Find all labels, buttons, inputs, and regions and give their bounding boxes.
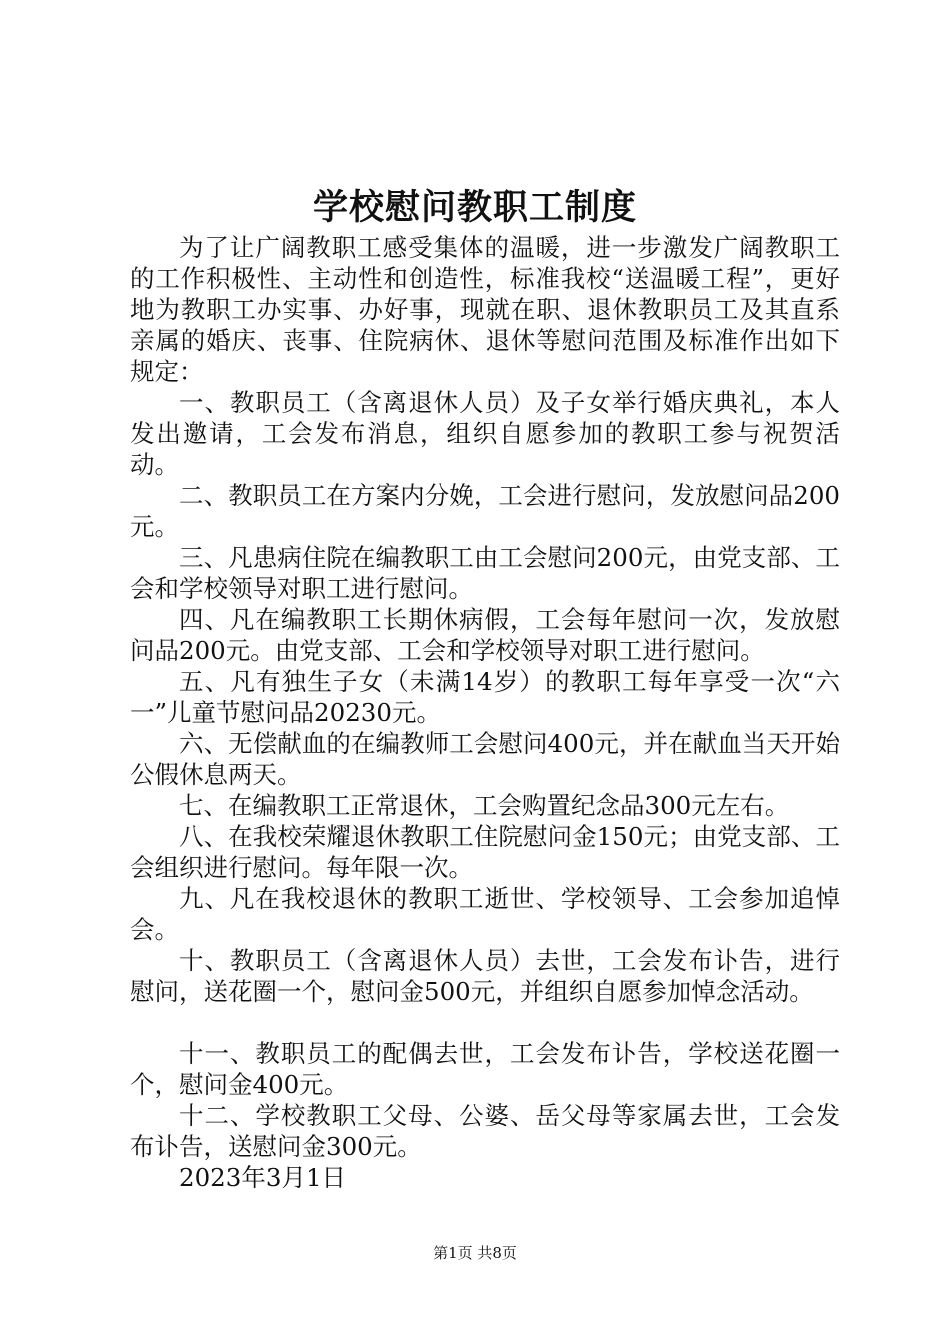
- rule-paragraph-1: 一、教职员工（含离退休人员）及子女举行婚庆典礼，本人发出邀请，工会发布消息，组织自愿参加的教职工参与祝贺活动。: [130, 388, 840, 479]
- rule-paragraph-7: 七、在编教职工正常退休，工会购置纪念品300元左右。: [179, 791, 790, 820]
- rule-paragraph-9: 九、凡在我校退休的教职工逝世、学校领导、工会参加追悼会。: [130, 884, 840, 944]
- document-date: 2023年3月1日: [179, 1163, 347, 1192]
- rule-paragraph-2: 二、教职员工在方案内分娩，工会进行慰问，发放慰问品200元。: [130, 481, 840, 541]
- page-footer: 第1页 共8页: [433, 1244, 517, 1262]
- rule-paragraph-8: 八、在我校荣耀退休教职工住院慰问金150元；由党支部、工会组织进行慰问。每年限一次。: [130, 822, 840, 882]
- rule-paragraph-12: 十二、学校教职工父母、公婆、岳父母等家属去世，工会发布讣告，送慰问金300元。: [130, 1101, 840, 1161]
- rule-paragraph-5: 五、凡有独生子女（未满14岁）的教职工每年享受一次“六一”儿童节慰问品20230元。: [130, 667, 840, 727]
- rule-paragraph-6: 六、无偿献血的在编教师工会慰问400元，并在献血当天开始公假休息两天。: [130, 729, 840, 789]
- rule-paragraph-10: 十、教职员工（含离退休人员）去世，工会发布讣告，进行慰问，送花圈一个，慰问金500元，并组织自愿参加悼念活动。: [130, 946, 840, 1006]
- intro-paragraph: 为了让广阔教职工感受集体的温暖，进一步激发广阔教职工的工作积极性、主动性和创造性，标准我校“送温暖工程”，更好地为教职工办实事、办好事，现就在职、退休教职员工及其直系亲属的婚庆、丧事、住院病休、退休等慰问范围及标准作出如下规定：: [130, 233, 840, 386]
- rule-paragraph-4: 四、凡在编教职工长期休病假，工会每年慰问一次，发放慰问品200元。由党支部、工会和学校领导对职工进行慰问。: [130, 605, 840, 665]
- rule-paragraph-3: 三、凡患病住院在编教职工由工会慰问200元，由党支部、工会和学校领导对职工进行慰问。: [130, 543, 840, 603]
- document-body: [130, 232, 840, 1193]
- document-title: 学校慰问教职工制度: [312, 187, 637, 228]
- rule-paragraph-11: 十一、教职员工的配偶去世，工会发布讣告，学校送花圈一个，慰问金400元。: [130, 1039, 840, 1099]
